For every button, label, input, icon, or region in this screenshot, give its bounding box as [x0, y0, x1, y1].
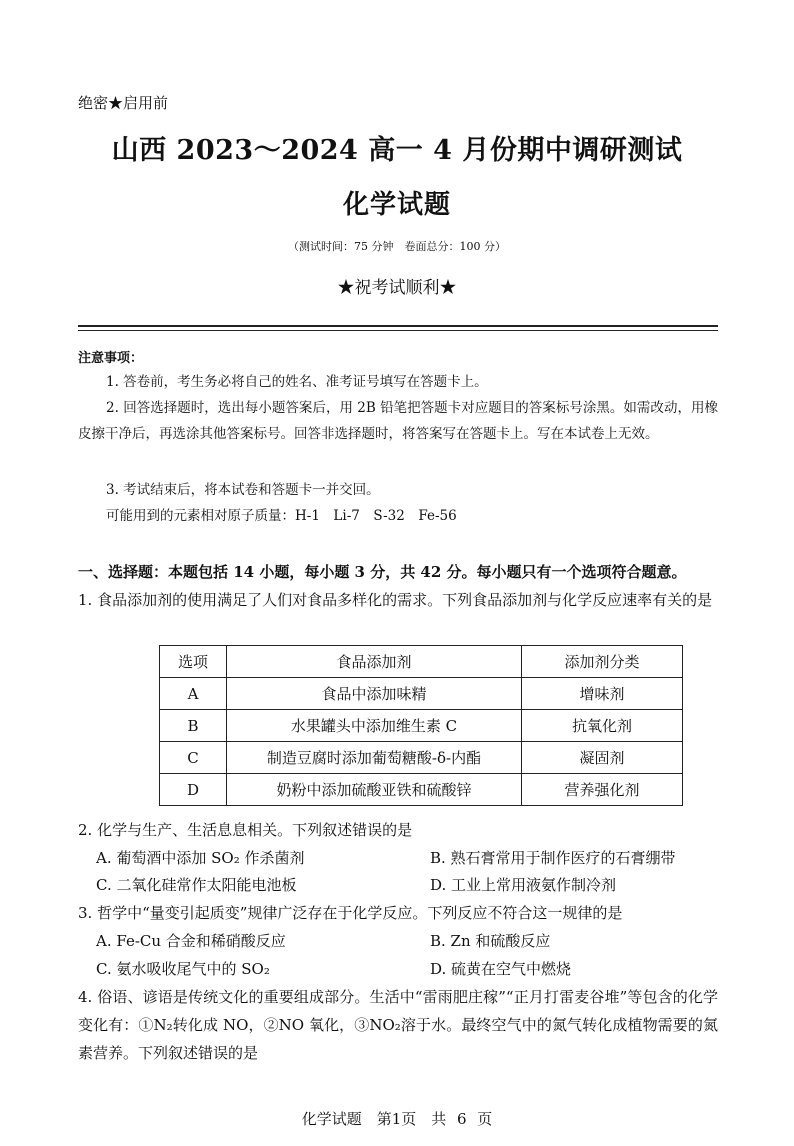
table-header-cell: 选项: [160, 646, 227, 678]
table-cell: B: [160, 710, 227, 742]
question-3-option-d: D. 硫黄在空气中燃烧: [430, 960, 572, 978]
table-cell: 抗氧化剂: [522, 710, 683, 742]
section-title: 一、选择题：本题包括 14 小题，每小题 3 分，共 42 分。每小题只有一个选项符合题意。: [78, 563, 687, 581]
question-2-option-d: D. 工业上常用液氨作制冷剂: [430, 876, 617, 894]
atomic-masses: 可能用到的元素相对原子质量：H-1 Li-7 S-32 Fe-56: [106, 508, 457, 524]
table-header-cell: 食品添加剂: [227, 646, 522, 678]
question-2-option-b: B. 熟石膏常用于制作医疗的石膏绷带: [430, 849, 676, 867]
table-row: [160, 710, 683, 742]
question-2-option-a: A. 葡萄酒中添加 SO₂ 作杀菌剂: [96, 849, 305, 867]
table-header-cell: 添加剂分类: [522, 646, 683, 678]
exam-meta: （测试时间：75 分钟 卷面总分：100 分）: [288, 240, 506, 253]
notice-item-1: 1. 答卷前，考生务必将自己的姓名、准考证号填写在答题卡上。: [106, 374, 488, 390]
question-2-option-c: C. 二氧化硅常作太阳能电池板: [96, 876, 297, 894]
table-cell: 营养强化剂: [522, 774, 683, 806]
table-cell: C: [160, 742, 227, 774]
question-1-table: [159, 645, 683, 806]
table-row: [160, 774, 683, 806]
question-1-stem: 1. 食品添加剂的使用满足了人们对食品多样化的需求。下列食品添加剂与化学反应速率有关的是: [78, 591, 713, 609]
table-row: [160, 742, 683, 774]
exam-title: 山西 2023～2024 高一 4 月份期中调研测试: [111, 135, 683, 166]
table-header-row: [160, 646, 683, 678]
table-row: [160, 678, 683, 710]
good-luck-line: ★祝考试顺利★: [337, 278, 457, 298]
question-4-stem: 4. 俗语、谚语是传统文化的重要组成部分。生活中“雷雨肥庄稼”“正月打雷麦谷堆”等包含的化学变化有：①N₂转化成 NO，②NO 氧化，③NO₂溶于水。最终空气中的氮气转化成植物需要的氮素营养。下列叙述错误的是: [78, 988, 718, 1062]
notice-heading: 注意事项：: [78, 351, 144, 366]
question-3-option-b: B. Zn 和硫酸反应: [430, 932, 551, 950]
header-divider-thin: [78, 330, 718, 331]
table-cell: 凝固剂: [522, 742, 683, 774]
table-cell: 水果罐头中添加维生素 C: [227, 710, 522, 742]
question-3-option-c: C. 氨水吸收尾气中的 SO₂: [96, 960, 270, 978]
table-cell: D: [160, 774, 227, 806]
secret-label: 绝密★启用前: [78, 94, 169, 112]
table-cell: 食品中添加味精: [227, 678, 522, 710]
table-cell: 增味剂: [522, 678, 683, 710]
subject-title: 化学试题: [342, 190, 451, 220]
question-3-stem: 3. 哲学中“量变引起质变”规律广泛存在于化学反应。下列反应不符合这一规律的是: [78, 904, 623, 922]
notice-item-3: 3. 考试结束后，将本试卷和答题卡一并交回。: [106, 482, 380, 498]
table-cell: 制造豆腐时添加葡萄糖酸-δ-内酯: [227, 742, 522, 774]
question-3-option-a: A. Fe-Cu 合金和稀硝酸反应: [96, 932, 286, 950]
table-cell: A: [160, 678, 227, 710]
page-footer: 化学试题 第1页 共 6 页: [301, 1110, 493, 1128]
header-divider-thick: [78, 325, 718, 327]
question-2-stem: 2. 化学与生产、生活息息相关。下列叙述错误的是: [78, 821, 413, 839]
notice-item-2: 2. 回答选择题时，选出每小题答案后，用 2B 铅笔把答题卡对应题目的答案标号涂黑。如需改动，用橡皮擦干净后，再选涂其他答案标号。回答非选择题时，将答案写在答题卡上。写在本试卷上无效。: [78, 400, 718, 442]
table-cell: 奶粉中添加硫酸亚铁和硫酸锌: [227, 774, 522, 806]
